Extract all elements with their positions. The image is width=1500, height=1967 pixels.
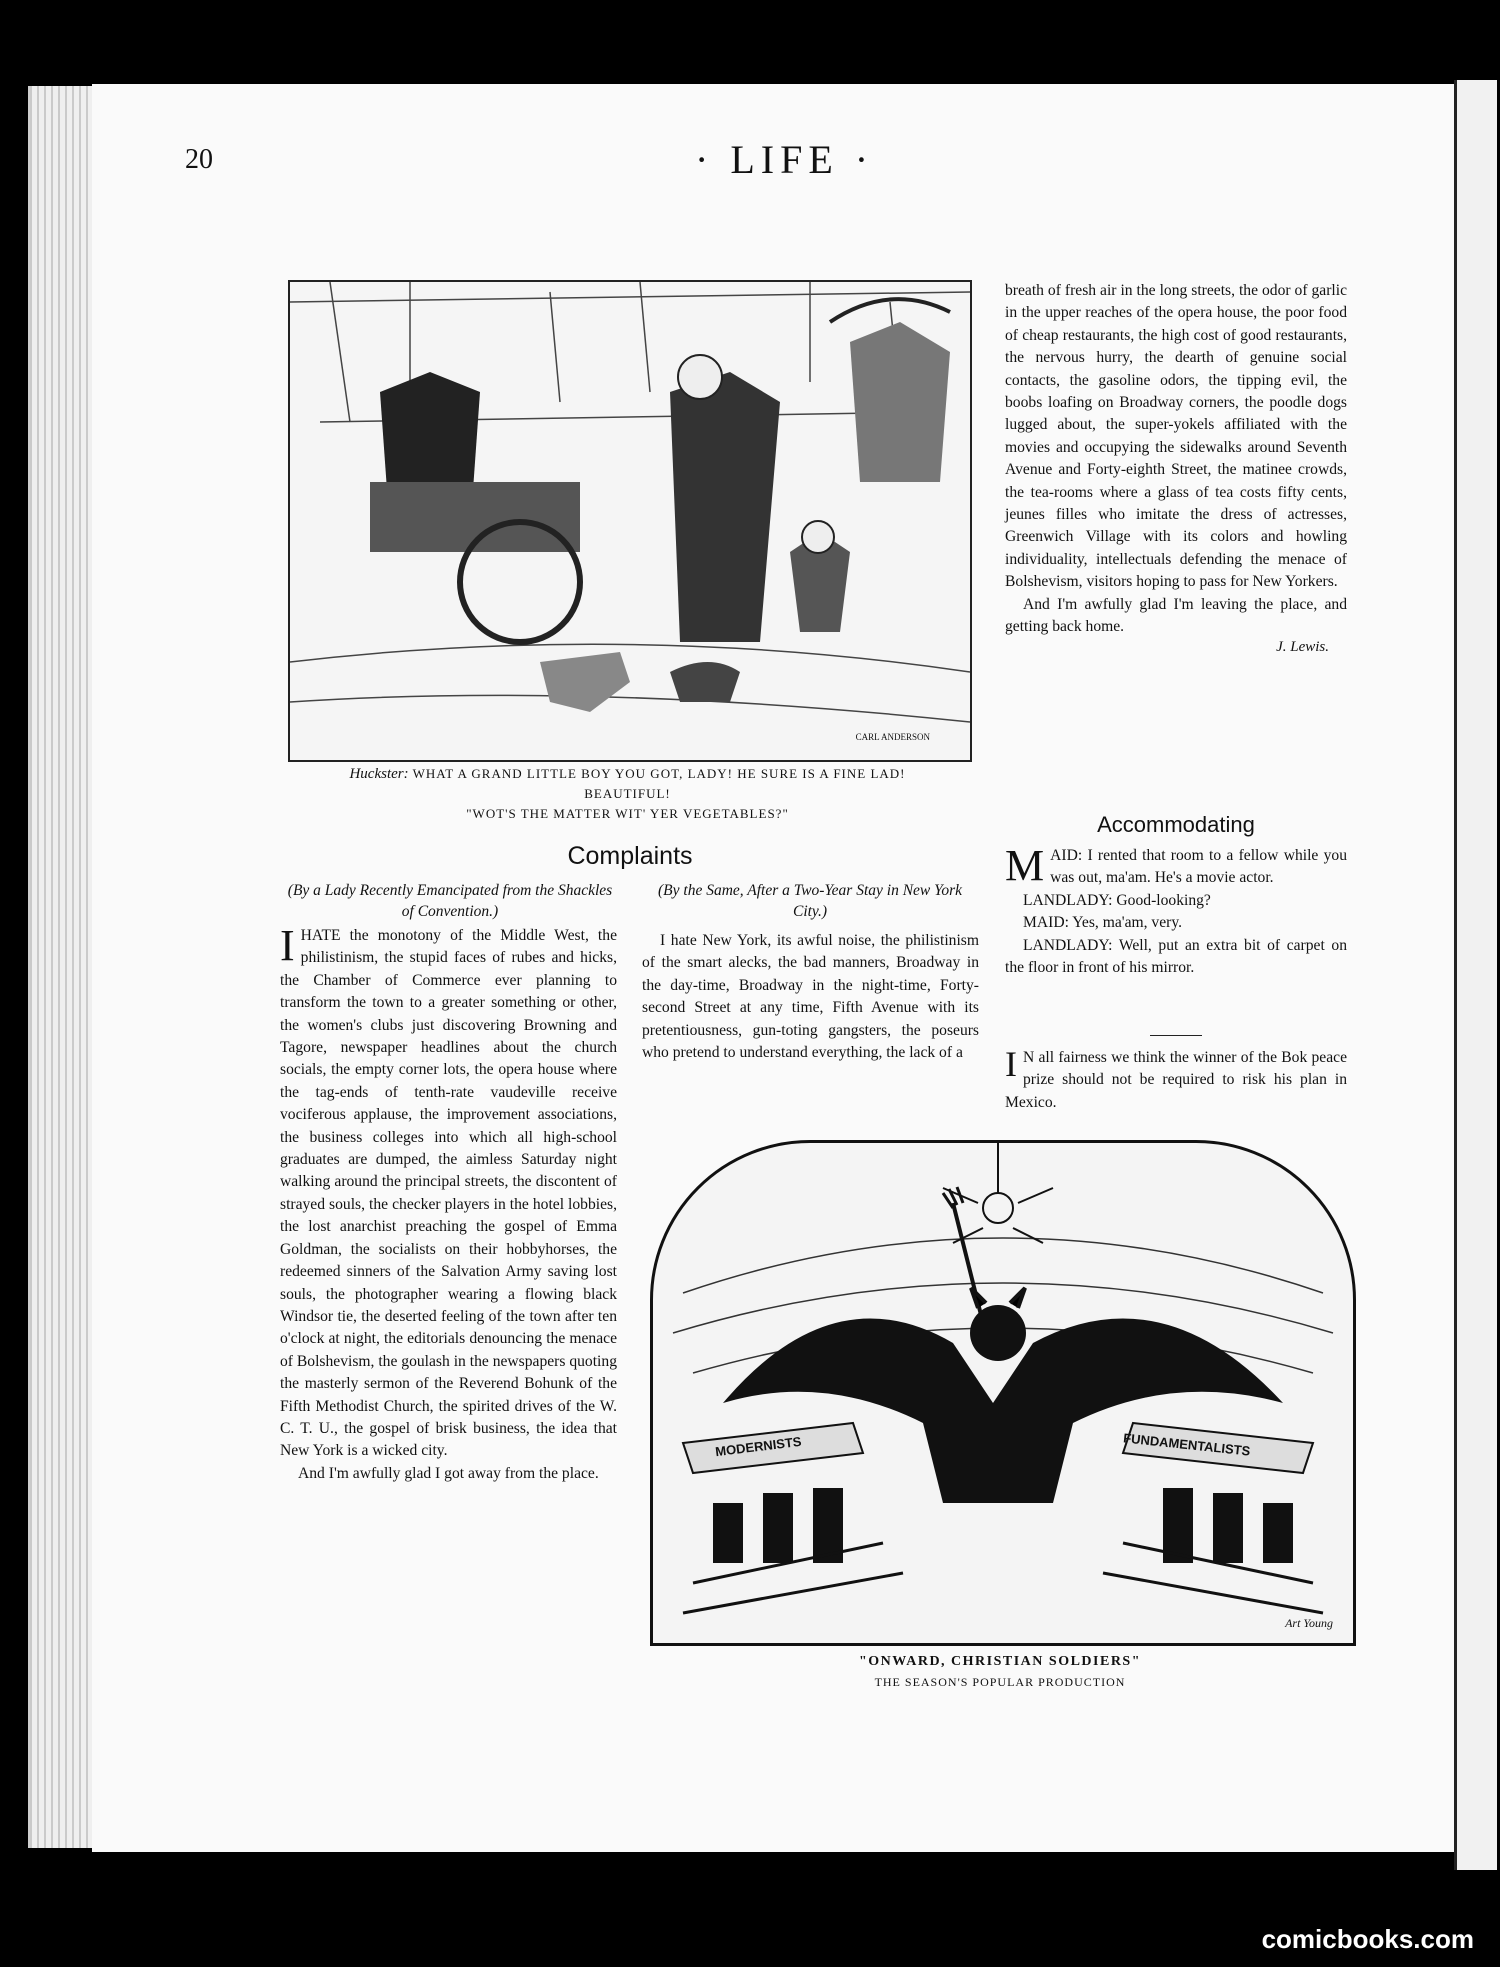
accommodating-dropcap: M xyxy=(1005,841,1045,890)
page-edges xyxy=(28,86,100,1848)
devil-caption-title: "ONWARD, CHRISTIAN SOLDIERS" xyxy=(859,1654,1141,1669)
devil-cartoon xyxy=(650,1140,1356,1646)
accommodating-line-3: MAID: Yes, ma'am, very. xyxy=(1023,914,1183,932)
huckster-cartoon xyxy=(288,280,972,762)
complaints-dropcap: I xyxy=(280,921,295,970)
artist-signature: Art Young xyxy=(1285,1616,1333,1630)
page-number: 20 xyxy=(185,144,213,175)
caption-line-1: WHAT A GRAND LITTLE BOY YOU GOT, LADY! HE SURE IS A FINE LAD! xyxy=(412,766,906,781)
right-column-paragraph-2: And I'm awfully glad I'm leaving the place, and getting back home. xyxy=(1005,595,1347,636)
accommodating-line-1: AID: I rented that room to a fellow while you was out, ma'am. He's a movie actor. xyxy=(1050,847,1347,887)
author-signature: J. Lewis. xyxy=(1276,638,1329,655)
accommodating-title: Accommodating xyxy=(1097,812,1255,837)
caption-line-3: "WOT'S THE MATTER WIT' YER VEGETABLES?" xyxy=(466,806,789,821)
cartoon-signature: CARL ANDERSON xyxy=(855,732,930,742)
complaints-subhead-right: (By the Same, After a Two-Year Stay in New York City.) xyxy=(658,882,962,920)
devil-caption xyxy=(650,1652,1350,1692)
caption-line-2: BEAUTIFUL! xyxy=(584,786,671,801)
complaints-right-column xyxy=(642,930,979,1064)
complaints-title: Complaints xyxy=(567,842,693,870)
right-column-paragraph-1: breath of fresh air in the long streets, the odor of garlic in the upper reaches of the opera house, the poor food of cheap restaurants, the high cost of good restaurants, the nervous hurry, the dearth of genuine social contacts, the gasoline odors, the tipping evil, the boobs loafing on Broadway corners, the poodle dogs lugged about, the super-yokels affiliated with the movies and occupying the sidewalks around Seventh Avenue and Forty-eighth Street, the matinee crowds, the tea-rooms where a glass of tea costs fifty cents, jeunes filles who imitate the dress of actresses, Greenwich Village with its colors and howling individuality, intellectuals defending the menace of Bolshevism, visitors hoping to pass for New Yorkers. xyxy=(1005,282,1347,591)
facing-page-edge xyxy=(1454,80,1497,1870)
banner-modernists: MODERNISTS xyxy=(714,1433,803,1460)
huckster-illustration xyxy=(290,282,970,760)
devil-caption-subtitle: THE SEASON'S POPULAR PRODUCTION xyxy=(874,1675,1126,1689)
masthead-title: · LIFE · xyxy=(695,137,875,182)
complaints-left-ending: And I'm awfully glad I got away from the place. xyxy=(298,1464,599,1482)
accommodating-line-4: LANDLADY: Well, put an extra bit of carpet on the floor in front of his mirror. xyxy=(1005,936,1347,977)
devil-illustration xyxy=(653,1143,1353,1643)
complaints-left-column xyxy=(280,921,617,1485)
caption-speaker: Huckster: xyxy=(349,766,409,782)
bok-prize-text xyxy=(1005,1044,1347,1114)
right-column-text xyxy=(1005,280,1347,656)
accommodating-text xyxy=(1005,841,1347,979)
huckster-caption xyxy=(270,764,985,824)
complaints-subhead-left: (By a Lady Recently Emancipated from the Shackles of Convention.) xyxy=(287,882,613,920)
banner-fundamentalists: FUNDAMENTALISTS xyxy=(1122,1430,1252,1459)
bok-paragraph: N all fairness we think the winner of the Bok peace prize should not be required to risk his plan in Mexico. xyxy=(1005,1049,1347,1111)
complaints-right-paragraph: I hate New York, its awful noise, the philistinism of the smart alecks, the bad manners, Broadway in the day-time, Broadway in the night-time, Forty-second Street at any time, Fifth Avenue with its pretentiousness, gun-toting gangsters, the poseurs who pretend to understand everything, the lack of a xyxy=(642,932,979,1062)
watermark: comicbooks.com xyxy=(1254,1920,1482,1959)
accommodating-line-2: LANDLADY: Good-looking? xyxy=(1023,891,1211,909)
complaints-left-paragraph: HATE the monotony of the Middle West, the philistinism, the stupid faces of rubes and hicks, the Chamber of Commerce ever planning to transform the town to a greater something or other, the women's clubs just discovering Browning and Tagore, newspaper headlines about the church socials, the empty corner lots, the opera house where the tag-ends of tenth-rate vaudeville receive vociferous applause, the improvement associations, the business colleges into which all high-school graduates are dumped, the aimless Saturday night walking around the principal streets, the discontent of strayed souls, the checker players in the hotel lobbies, the lost anarchist preaching the gospel of Emma Goldman, the socialists on their hobbyhorses, the redeemed sinners of the Salvation Army saving lost souls, the photographer wearing a flowing black Windsor tie, the deserted feeling of the town after ten o'clock at night, the editorials denouncing the menace of Bolshevism, the goulash in the newspapers quoting the masterly sermon of the Reverend Bohunk of the Fifth Methodist Church, the spirited drives of the W. C. T. U., the gospel of brisk business, the idea that New York is a wicked city. xyxy=(280,927,617,1460)
section-divider xyxy=(1150,1035,1202,1036)
bok-dropcap: I xyxy=(1005,1044,1017,1084)
